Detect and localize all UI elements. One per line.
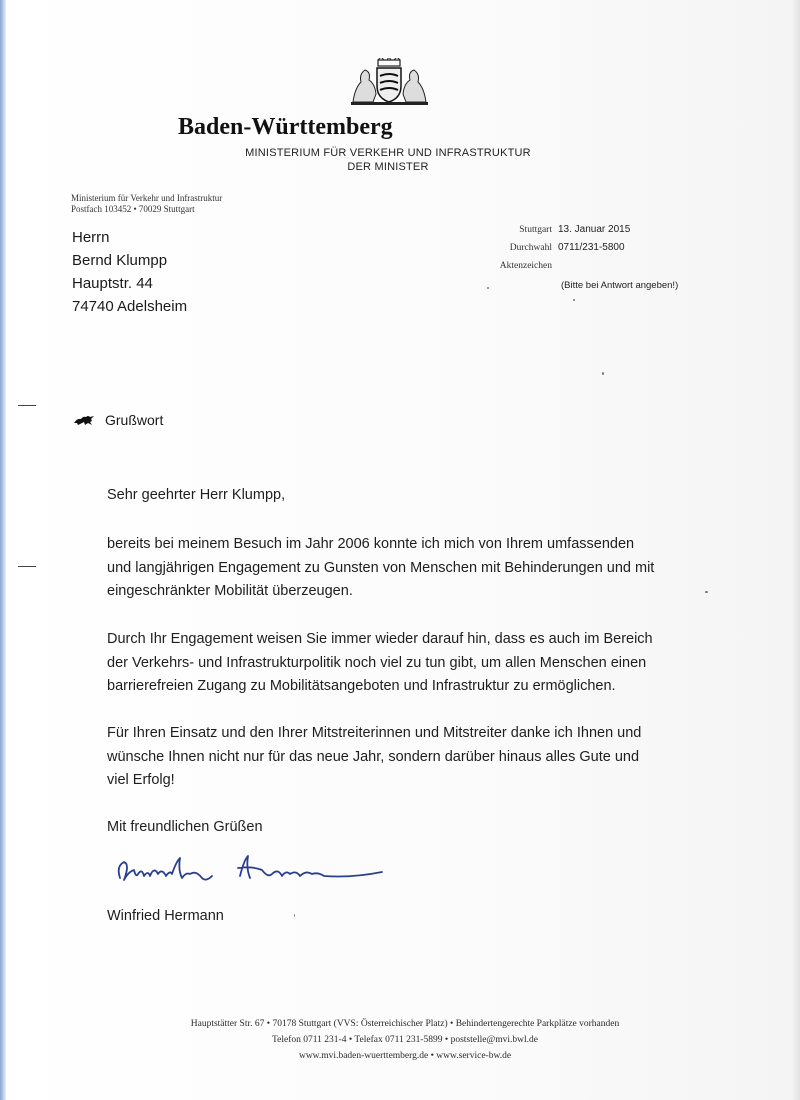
reference-label: Aktenzeichen bbox=[499, 261, 552, 271]
reference-row bbox=[470, 257, 630, 275]
recipient-city: 74740 Adelsheim bbox=[72, 298, 188, 315]
sender-line: Ministerium für Verkehr und Infrastruktur bbox=[71, 193, 223, 203]
paragraph-line: eingeschränkter Mobilität überzeugen. bbox=[107, 583, 353, 599]
fold-mark bbox=[18, 405, 36, 406]
scan-shadow bbox=[792, 0, 800, 1100]
subject-line bbox=[73, 412, 163, 428]
phone-number: 0711/231-5800 bbox=[558, 242, 625, 253]
ministry-line: MINISTERIUM FÜR VERKEHR UND INFRASTRUKTUR bbox=[245, 147, 531, 159]
recipient-salutation: Herrn bbox=[72, 229, 110, 246]
paragraph-3 bbox=[107, 722, 747, 793]
scan-speck bbox=[602, 372, 604, 375]
letter-footer bbox=[0, 1016, 800, 1064]
subject-text: Grußwort bbox=[105, 412, 164, 428]
scan-edge bbox=[0, 0, 6, 1100]
handwritten-signature bbox=[112, 848, 392, 896]
minister-line: DER MINISTER bbox=[347, 161, 429, 173]
footer-web: www.mvi.baden-wuerttemberg.de • www.service-bw.de bbox=[298, 1051, 512, 1061]
recipient-name: Bernd Klumpp bbox=[72, 252, 168, 269]
scan-speck bbox=[705, 591, 708, 593]
place-label: Stuttgart bbox=[519, 225, 552, 235]
lion-emblem-icon bbox=[73, 414, 95, 426]
paragraph-line: wünsche Ihnen nicht nur für das neue Jahr, sondern darüber hinaus alles Gute und bbox=[107, 748, 640, 765]
date-row bbox=[470, 221, 630, 239]
sender-address bbox=[71, 193, 222, 215]
paragraph-line: barrierefreien Zugang zu Mobilitätsangeboten und Infrastruktur zu ermöglichen. bbox=[107, 678, 616, 694]
paragraph-line: und langjährigen Engagement zu Gunsten von Menschen mit Behinderungen und mit bbox=[107, 559, 655, 576]
paragraph-line: Durch Ihr Engagement weisen Sie immer wieder darauf hin, dass es auch im Bereich bbox=[107, 631, 653, 647]
paragraph-2 bbox=[107, 628, 747, 699]
paragraph-line: der Verkehrs- und Infrastrukturpolitik noch viel zu tun gibt, um allen Menschen einen bbox=[107, 654, 647, 671]
scan-speck bbox=[294, 914, 295, 917]
footer-contact: Telefon 0711 231-4 • Telefax 0711 231-5899 • poststelle@mvi.bwl.de bbox=[272, 1035, 538, 1045]
paragraph-1 bbox=[107, 533, 747, 604]
scan-speck bbox=[487, 287, 489, 289]
letter-salutation: Sehr geehrter Herr Klumpp, bbox=[107, 487, 286, 503]
coat-of-arms-icon bbox=[347, 58, 432, 106]
sender-line: Postfach 103452 • 70029 Stuttgart bbox=[71, 204, 195, 214]
letter-meta bbox=[470, 221, 630, 275]
recipient-street: Hauptstr. 44 bbox=[72, 275, 153, 292]
closing-phrase: Mit freundlichen Grüßen bbox=[107, 819, 263, 835]
ministry-name bbox=[238, 146, 538, 174]
letter-date: 13. Januar 2015 bbox=[558, 224, 631, 235]
fold-mark bbox=[18, 566, 36, 567]
phone-label: Durchwahl bbox=[509, 243, 552, 253]
scan-speck bbox=[573, 299, 575, 301]
footer-address: Hauptstätter Str. 67 • 70178 Stuttgart (VVS: Österreichischer Platz) • Behindertengerechte Parkplätze vorhanden bbox=[190, 1019, 620, 1029]
reference-note: (Bitte bei Antwort angeben!) bbox=[561, 280, 679, 291]
paragraph-line: viel Erfolg! bbox=[107, 772, 175, 788]
paragraph-line: bereits bei meinem Besuch im Jahr 2006 konnte ich mich von Ihrem umfassenden bbox=[107, 536, 635, 552]
signer-name: Winfried Hermann bbox=[107, 908, 224, 924]
phone-row bbox=[470, 239, 630, 257]
state-name: Baden-Württemberg bbox=[178, 114, 393, 140]
recipient-address bbox=[72, 226, 187, 318]
paragraph-line: Für Ihren Einsatz und den Ihrer Mitstreiterinnen und Mitstreiter danke ich Ihnen und bbox=[107, 725, 642, 741]
